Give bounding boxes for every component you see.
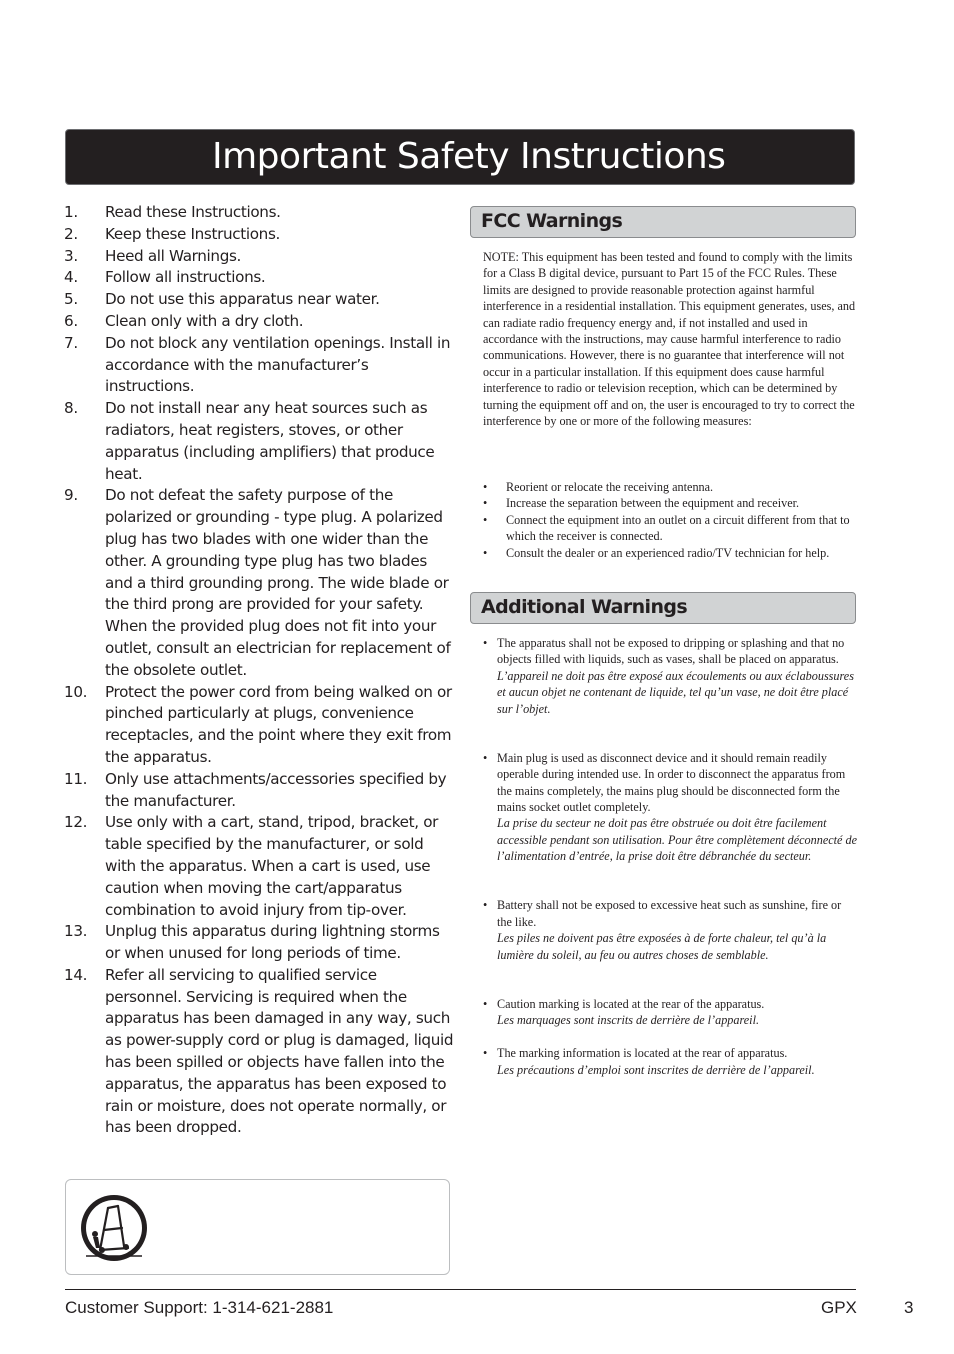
warning-text-en: Main plug is used as disconnect device and it should remain readily operable during intended use. In order to disconnect the apparatus from the mains completely, the mains plug should be disconnected form the mains socket outlet completely. (497, 750, 846, 815)
cart-warning-box (65, 1179, 450, 1275)
warning-text-fr: Les marquages sont inscrits de derrière de l’appareil. (497, 1013, 760, 1028)
instruction-item (64, 333, 456, 398)
fcc-warnings-header (470, 206, 856, 238)
instruction-text: Use only with a cart, stand, tripod, bracket, or table specified by the manufacturer, or sold with the apparatus. When a cart is used, use caution when moving the cart/apparatus combination to avoid injury from tip-over. (105, 813, 439, 919)
page-number: 3 (904, 1298, 914, 1317)
bullet-icon: • (483, 636, 488, 650)
instruction-item (64, 682, 456, 769)
instruction-number: 9. (64, 486, 78, 505)
instruction-number: 7. (64, 333, 78, 352)
warning-text-fr: Les précautions d’emploi sont inscrites de derrière de l’appareil. (497, 1062, 815, 1077)
instruction-text: Read these Instructions. (105, 203, 281, 221)
warning-text-en: The apparatus shall not be exposed to dripping or splashing and that no objects filled with liquids, such as vases, shall be placed on apparatus. (497, 636, 845, 667)
instruction-item (64, 921, 456, 965)
additional-warnings-heading: Additional Warnings (481, 596, 688, 618)
bullet-icon: • (483, 898, 488, 913)
instruction-number: 11. (64, 769, 88, 788)
instruction-text: Do not install near any heat sources such as radiators, heat registers, stoves, or other apparatus (including amplifiers) that produce heat. (105, 399, 435, 483)
bullet-icon: • (483, 545, 488, 560)
instruction-item (64, 246, 456, 268)
instruction-number: 10. (64, 682, 88, 701)
instruction-text: Do not use this apparatus near water. (105, 290, 380, 309)
bullet-icon: • (483, 750, 488, 765)
fcc-measures-list (483, 479, 859, 561)
bullet-icon: • (483, 480, 488, 494)
instruction-text: Do not defeat the safety purpose of the polarized or grounding - type plug. A polarized plug has two blades with one wider than the other. A grounding type plug has two blades and a third grounding prong. The wide blade or the third prong are provided for your safety. When the provided plug does not fit into your outlet, consult an electrician for replacement of the obsolete outlet. (105, 486, 451, 679)
safety-instructions-list (64, 202, 456, 1139)
warning-item (483, 1045, 859, 1078)
instruction-text: Refer all servicing to qualified service personnel. Servicing is required when the apparatus has been damaged in any way, such as power-supply cord or plug is damaged, liquid has been spilled or objects have fallen into the apparatus, the apparatus has been exposed to rain or moisture, does not operate normally, or has been dropped. (105, 965, 454, 1137)
instruction-item (64, 224, 456, 246)
instruction-number: 3. (64, 246, 78, 265)
fcc-warnings-heading: FCC Warnings (481, 210, 623, 232)
warning-text-fr: Les piles ne doivent pas être exposées à de forte chaleur, tel qu’à la lumière du soleil, au feu ou autres choses de semblable. (497, 931, 827, 962)
instruction-text: Unplug this apparatus during lightning storms or when unused for long periods of time. (105, 922, 440, 963)
warning-text-fr: La prise du secteur ne doit pas être obstruée ou doit être facilement accessible pendant son utilisation. Pour être complètement déconnecté de l’alimentation d’entrée, la prise doit être débranchée du secteur. (497, 816, 857, 864)
customer-support: Customer Support: 1-314-621-2881 (65, 1298, 334, 1317)
instruction-number: 4. (64, 268, 78, 287)
instruction-number: 13. (64, 922, 88, 941)
warning-item (483, 996, 859, 1029)
footer-rule (65, 1289, 856, 1290)
instruction-number: 12. (64, 813, 88, 832)
fcc-note: NOTE: This equipment has been tested and found to comply with the limits for a Class B digital device, pursuant to Part 15 of the FCC Rules. These limits are designed to provide reasonable protection against harmful interference in a residential installation. This equipment generates, uses, and can radiate radio frequency energy and, if not installed and used in accordance with the instructions, may cause harmful interference to radio communications. However, there is no guarantee that interference will not occur in a particular installation. If this equipment does cause harmful interference to radio or television reception, which can be determined by turning the equipment off and on, the user is encouraged to try to correct the interference by one or more of the following measures: (483, 250, 856, 429)
instruction-item (64, 289, 456, 311)
instruction-text: Protect the power cord from being walked on or pinched particularly at plugs, convenience receptacles, and the point where they exit from the apparatus. (105, 682, 452, 766)
bullet-icon: • (483, 496, 488, 511)
fcc-measure-text: Consult the dealer or an experienced radio/TV technician for help. (506, 545, 830, 560)
fcc-measure-item (483, 479, 859, 495)
instruction-text: Clean only with a dry cloth. (105, 311, 304, 330)
instruction-item (64, 965, 456, 1139)
cart-tipover-warning-icon (78, 1192, 150, 1264)
instruction-item (64, 812, 456, 921)
warning-item (483, 635, 859, 717)
instruction-number: 14. (64, 965, 88, 984)
instruction-item (64, 267, 456, 289)
instruction-text: Keep these Instructions. (105, 224, 280, 243)
fcc-measure-item (483, 512, 859, 545)
fcc-measure-text: Connect the equipment into an outlet on a circuit different from that to which the receiver is connected. (506, 512, 850, 544)
instruction-text: Only use attachments/accessories specified by the manufacturer. (105, 769, 447, 810)
instruction-number: 6. (64, 311, 78, 330)
fcc-measure-text: Increase the separation between the equipment and receiver. (506, 496, 800, 511)
instruction-item (64, 398, 456, 485)
additional-warnings-header (470, 592, 856, 624)
instruction-number: 8. (64, 399, 78, 418)
page-title: Important Safety Instructions (212, 136, 726, 177)
instruction-item (64, 311, 456, 333)
warning-text-en: Battery shall not be exposed to excessive heat such as sunshine, fire or the like. (497, 898, 842, 929)
title-bar (65, 129, 855, 185)
instruction-number: 5. (64, 290, 78, 309)
warning-item (483, 750, 859, 865)
instruction-text: Do not block any ventilation openings. Install in accordance with the manufacturer’s instructions. (105, 333, 451, 396)
warning-body (497, 635, 859, 717)
instruction-item (64, 202, 456, 224)
additional-warnings-list (483, 635, 859, 1094)
warning-body (497, 1045, 859, 1078)
instruction-text: Follow all instructions. (105, 268, 266, 287)
warning-item (483, 897, 859, 963)
warning-body (497, 996, 859, 1029)
warning-body (497, 897, 859, 963)
warning-text-en: Caution marking is located at the rear of the apparatus. (497, 996, 765, 1011)
brand-name: GPX (821, 1298, 857, 1317)
instruction-number: 1. (64, 203, 78, 221)
warning-body (497, 750, 859, 865)
warning-text-fr: L’appareil ne doit pas être exposé aux écoulements ou aux éclaboussures et aucun objet ne contenant de liquide, tel qu’un vase, ne doit être placé sur l’objet. (497, 668, 854, 716)
instruction-item (64, 769, 456, 813)
bullet-icon: • (483, 512, 488, 527)
instruction-number: 2. (64, 224, 78, 243)
warning-text-en: The marking information is located at the rear of apparatus. (497, 1046, 788, 1061)
bullet-icon: • (483, 1046, 488, 1061)
fcc-measure-item (483, 495, 859, 511)
fcc-measure-item (483, 545, 859, 561)
instruction-text: Heed all Warnings. (105, 246, 242, 265)
fcc-measure-text: Reorient or relocate the receiving antenna. (506, 480, 714, 494)
instruction-item (64, 485, 456, 681)
bullet-icon: • (483, 996, 488, 1011)
